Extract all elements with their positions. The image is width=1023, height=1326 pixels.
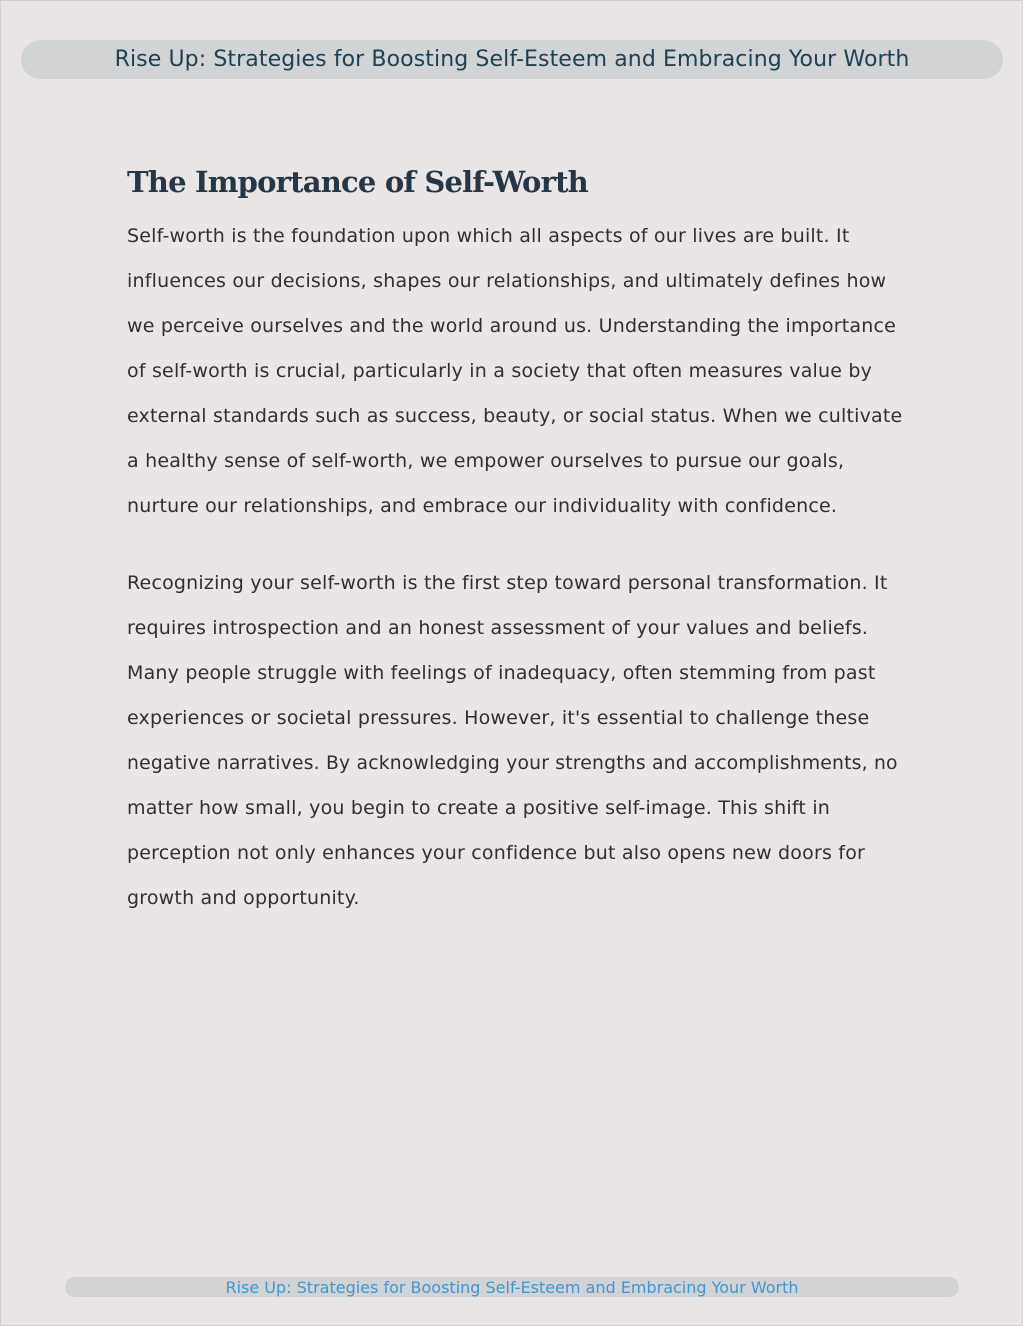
paragraph-line: requires introspection and an honest assessment of your values and beliefs. [127, 617, 869, 639]
running-header [21, 40, 1003, 79]
section-heading: The Importance of Self-Worth [127, 165, 588, 199]
paragraph-line: we perceive ourselves and the world around us. Understanding the importance [127, 315, 897, 337]
footer-title: Rise Up: Strategies for Boosting Self-Esteem and Embracing Your Worth [225, 1277, 799, 1297]
paragraph-line: external standards such as success, beauty, or social status. When we cultivate [127, 405, 903, 427]
paragraph-line: experiences or societal pressures. However, it's essential to challenge these [127, 707, 870, 729]
paragraph-line: nurture our relationships, and embrace our individuality with confidence. [127, 495, 838, 517]
paragraph-line: of self-worth is crucial, particularly in a society that often measures value by [127, 360, 873, 382]
paragraph-line: growth and opportunity. [127, 887, 360, 909]
paragraph-line: Recognizing your self-worth is the first step toward personal transformation. It [127, 572, 888, 594]
paragraph-line: matter how small, you begin to create a positive self-image. This shift in [127, 797, 831, 819]
paragraph-line: Self-worth is the foundation upon which all aspects of our lives are built. It [127, 225, 850, 247]
running-footer [65, 1277, 959, 1297]
paragraph-line: a healthy sense of self-worth, we empower ourselves to pursue our goals, [127, 450, 845, 472]
paragraph-1 [127, 214, 907, 529]
paragraph-line: influences our decisions, shapes our relationships, and ultimately defines how [127, 270, 887, 292]
paragraph-line: negative narratives. By acknowledging your strengths and accomplishments, no [127, 753, 898, 774]
paragraph-line: Many people struggle with feelings of inadequacy, often stemming from past [127, 662, 876, 684]
page-content [127, 160, 907, 921]
paragraph-line: perception not only enhances your confidence but also opens new doors for [127, 842, 866, 864]
header-title: Rise Up: Strategies for Boosting Self-Esteem and Embracing Your Worth [114, 47, 910, 72]
paragraph-2 [127, 561, 907, 921]
